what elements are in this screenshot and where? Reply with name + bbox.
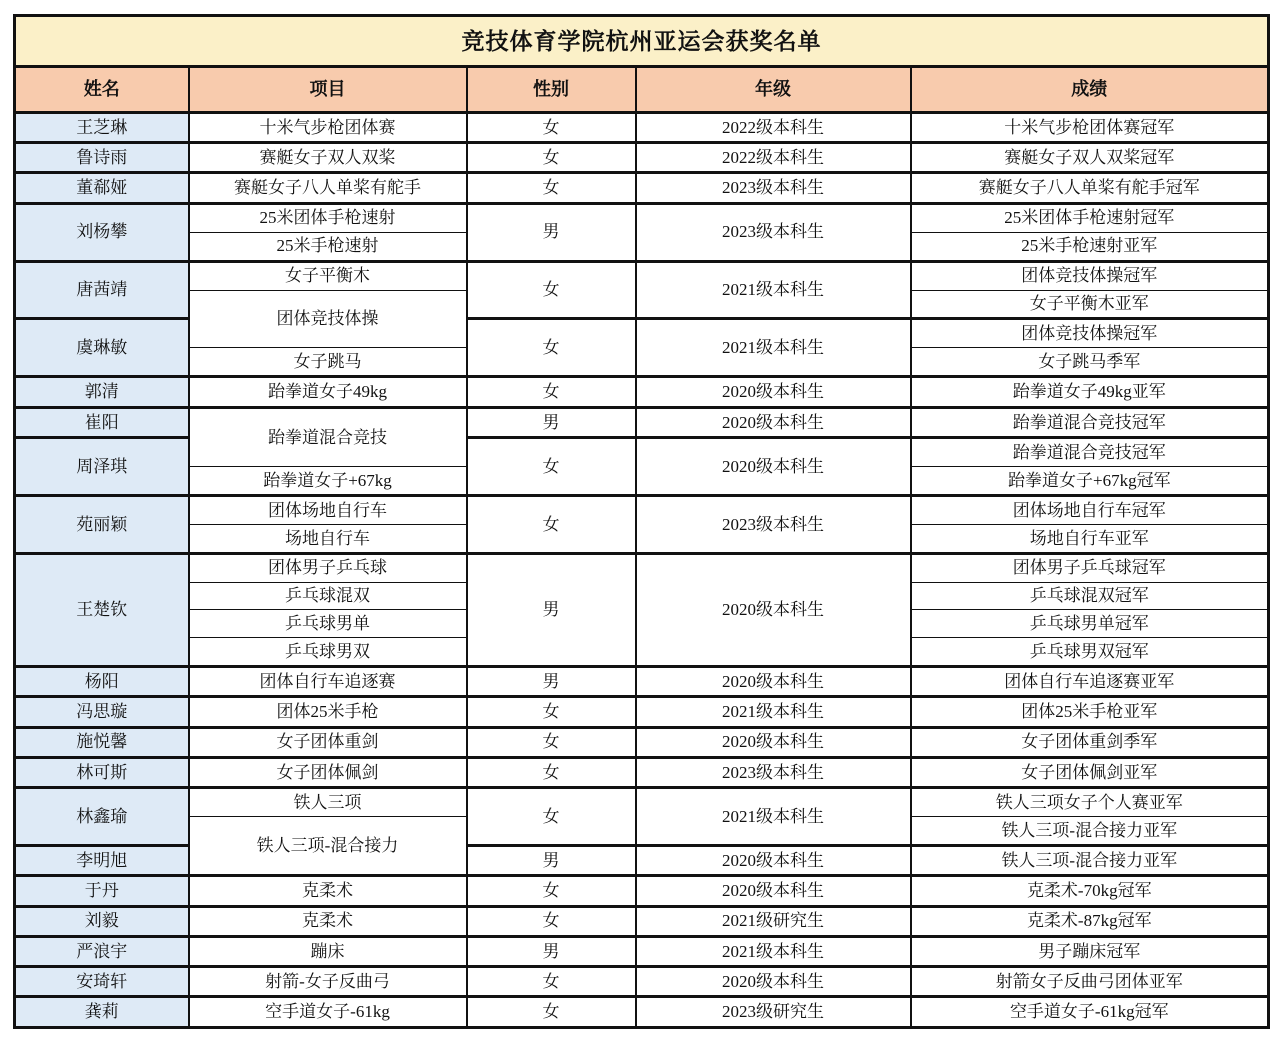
name-cell: 虞琳敏 xyxy=(15,319,189,377)
gender-cell: 女 xyxy=(467,997,636,1028)
event-cell: 团体男子乒乓球 xyxy=(189,553,467,582)
event-cell: 跆拳道女子49kg xyxy=(189,377,467,407)
name-cell: 周泽琪 xyxy=(15,437,189,495)
name-cell: 施悦馨 xyxy=(15,727,189,757)
gender-cell: 男 xyxy=(467,553,636,666)
event-cell: 克柔术 xyxy=(189,906,467,936)
event-cell: 铁人三项 xyxy=(189,788,467,817)
grade-cell: 2021级研究生 xyxy=(636,906,911,936)
grade-cell: 2020级本科生 xyxy=(636,377,911,407)
name-cell: 苑丽颖 xyxy=(15,495,189,553)
table-row xyxy=(15,112,1269,142)
result-cell: 跆拳道混合竞技冠军 xyxy=(911,437,1269,466)
column-header-name: 姓名 xyxy=(15,67,189,113)
event-cell: 团体25米手枪 xyxy=(189,697,467,727)
grade-cell: 2023级研究生 xyxy=(636,997,911,1028)
table-row xyxy=(15,757,1269,787)
table-body xyxy=(15,112,1269,1027)
result-cell: 铁人三项-混合接力亚军 xyxy=(911,817,1269,846)
result-cell: 女子团体佩剑亚军 xyxy=(911,757,1269,787)
result-cell: 空手道女子-61kg冠军 xyxy=(911,997,1269,1028)
event-cell: 25米手枪速射 xyxy=(189,232,467,261)
result-cell: 乒乓球男双冠军 xyxy=(911,637,1269,666)
table-row xyxy=(15,173,1269,203)
grade-cell: 2023级本科生 xyxy=(636,203,911,261)
name-cell: 严浪宇 xyxy=(15,936,189,966)
table-row xyxy=(15,666,1269,696)
table-row xyxy=(15,203,1269,232)
gender-cell: 女 xyxy=(467,173,636,203)
result-cell: 男子蹦床冠军 xyxy=(911,936,1269,966)
gender-cell: 男 xyxy=(467,936,636,966)
result-cell: 团体竞技体操冠军 xyxy=(911,319,1269,348)
gender-cell: 女 xyxy=(467,788,636,846)
result-cell: 25米团体手枪速射冠军 xyxy=(911,203,1269,232)
name-cell: 林可斯 xyxy=(15,757,189,787)
result-cell: 乒乓球混双冠军 xyxy=(911,582,1269,610)
name-cell: 安琦轩 xyxy=(15,967,189,997)
gender-cell: 女 xyxy=(467,261,636,319)
table-row xyxy=(15,697,1269,727)
gender-cell: 女 xyxy=(467,437,636,495)
table-row xyxy=(15,377,1269,407)
column-header-result: 成绩 xyxy=(911,67,1269,113)
grade-cell: 2022级本科生 xyxy=(636,143,911,173)
result-cell: 女子平衡木亚军 xyxy=(911,290,1269,319)
grade-cell: 2020级本科生 xyxy=(636,967,911,997)
grade-cell: 2021级本科生 xyxy=(636,697,911,727)
result-cell: 女子团体重剑季军 xyxy=(911,727,1269,757)
name-cell: 龚莉 xyxy=(15,997,189,1028)
gender-cell: 男 xyxy=(467,846,636,876)
grade-cell: 2023级本科生 xyxy=(636,757,911,787)
event-cell: 铁人三项-混合接力 xyxy=(189,817,467,876)
grade-cell: 2020级本科生 xyxy=(636,876,911,906)
result-cell: 赛艇女子八人单桨有舵手冠军 xyxy=(911,173,1269,203)
grade-cell: 2020级本科生 xyxy=(636,727,911,757)
gender-cell: 男 xyxy=(467,203,636,261)
gender-cell: 女 xyxy=(467,967,636,997)
grade-cell: 2020级本科生 xyxy=(636,666,911,696)
name-cell: 鲁诗雨 xyxy=(15,143,189,173)
table-row xyxy=(15,495,1269,524)
header-row xyxy=(15,67,1269,113)
table-row xyxy=(15,788,1269,817)
result-cell: 克柔术-87kg冠军 xyxy=(911,906,1269,936)
result-cell: 女子跳马季军 xyxy=(911,348,1269,377)
result-cell: 射箭女子反曲弓团体亚军 xyxy=(911,967,1269,997)
event-cell: 乒乓球男双 xyxy=(189,637,467,666)
event-cell: 十米气步枪团体赛 xyxy=(189,112,467,142)
name-cell: 刘杨攀 xyxy=(15,203,189,261)
event-cell: 跆拳道女子+67kg xyxy=(189,466,467,495)
table-row xyxy=(15,727,1269,757)
event-cell: 赛艇女子八人单桨有舵手 xyxy=(189,173,467,203)
event-cell: 克柔术 xyxy=(189,876,467,906)
result-cell: 场地自行车亚军 xyxy=(911,524,1269,553)
table-row xyxy=(15,906,1269,936)
table-row xyxy=(15,936,1269,966)
grade-cell: 2021级本科生 xyxy=(636,788,911,846)
result-cell: 克柔术-70kg冠军 xyxy=(911,876,1269,906)
result-cell: 铁人三项女子个人赛亚军 xyxy=(911,788,1269,817)
name-cell: 冯思璇 xyxy=(15,697,189,727)
grade-cell: 2020级本科生 xyxy=(636,407,911,437)
event-cell: 女子跳马 xyxy=(189,348,467,377)
table-row xyxy=(15,967,1269,997)
result-cell: 十米气步枪团体赛冠军 xyxy=(911,112,1269,142)
gender-cell: 女 xyxy=(467,143,636,173)
name-cell: 董郗娅 xyxy=(15,173,189,203)
name-cell: 唐茜靖 xyxy=(15,261,189,319)
grade-cell: 2021级本科生 xyxy=(636,936,911,966)
gender-cell: 女 xyxy=(467,876,636,906)
result-cell: 乒乓球男单冠军 xyxy=(911,610,1269,638)
name-cell: 刘毅 xyxy=(15,906,189,936)
grade-cell: 2023级本科生 xyxy=(636,173,911,203)
gender-cell: 女 xyxy=(467,377,636,407)
event-cell: 女子平衡木 xyxy=(189,261,467,290)
gender-cell: 女 xyxy=(467,906,636,936)
grade-cell: 2020级本科生 xyxy=(636,437,911,495)
table-row xyxy=(15,876,1269,906)
name-cell: 林鑫瑜 xyxy=(15,788,189,846)
table-row xyxy=(15,553,1269,582)
table-row xyxy=(15,261,1269,290)
result-cell: 团体自行车追逐赛亚军 xyxy=(911,666,1269,696)
event-cell: 团体场地自行车 xyxy=(189,495,467,524)
gender-cell: 女 xyxy=(467,697,636,727)
gender-cell: 女 xyxy=(467,495,636,553)
event-cell: 场地自行车 xyxy=(189,524,467,553)
grade-cell: 2021级本科生 xyxy=(636,261,911,319)
event-cell: 跆拳道混合竞技 xyxy=(189,407,467,466)
event-cell: 25米团体手枪速射 xyxy=(189,203,467,232)
table-row xyxy=(15,143,1269,173)
table-title: 竞技体育学院杭州亚运会获奖名单 xyxy=(15,16,1269,67)
gender-cell: 男 xyxy=(467,407,636,437)
result-cell: 赛艇女子双人双桨冠军 xyxy=(911,143,1269,173)
name-cell: 郭清 xyxy=(15,377,189,407)
result-cell: 团体场地自行车冠军 xyxy=(911,495,1269,524)
result-cell: 25米手枪速射亚军 xyxy=(911,232,1269,261)
event-cell: 乒乓球男单 xyxy=(189,610,467,638)
event-cell: 团体自行车追逐赛 xyxy=(189,666,467,696)
name-cell: 于丹 xyxy=(15,876,189,906)
title-row xyxy=(15,16,1269,67)
result-cell: 团体竞技体操冠军 xyxy=(911,261,1269,290)
awards-table xyxy=(13,14,1270,1029)
event-cell: 乒乓球混双 xyxy=(189,582,467,610)
gender-cell: 女 xyxy=(467,727,636,757)
grade-cell: 2020级本科生 xyxy=(636,553,911,666)
table-row xyxy=(15,407,1269,437)
event-cell: 女子团体佩剑 xyxy=(189,757,467,787)
event-cell: 射箭-女子反曲弓 xyxy=(189,967,467,997)
column-header-gender: 性别 xyxy=(467,67,636,113)
result-cell: 跆拳道混合竞技冠军 xyxy=(911,407,1269,437)
event-cell: 蹦床 xyxy=(189,936,467,966)
grade-cell: 2020级本科生 xyxy=(636,846,911,876)
result-cell: 跆拳道女子+67kg冠军 xyxy=(911,466,1269,495)
gender-cell: 女 xyxy=(467,757,636,787)
result-cell: 团体25米手枪亚军 xyxy=(911,697,1269,727)
result-cell: 铁人三项-混合接力亚军 xyxy=(911,846,1269,876)
event-cell: 空手道女子-61kg xyxy=(189,997,467,1028)
event-cell: 女子团体重剑 xyxy=(189,727,467,757)
grade-cell: 2022级本科生 xyxy=(636,112,911,142)
column-header-event: 项目 xyxy=(189,67,467,113)
grade-cell: 2023级本科生 xyxy=(636,495,911,553)
table-row xyxy=(15,997,1269,1028)
grade-cell: 2021级本科生 xyxy=(636,319,911,377)
name-cell: 王楚钦 xyxy=(15,553,189,666)
result-cell: 跆拳道女子49kg亚军 xyxy=(911,377,1269,407)
result-cell: 团体男子乒乓球冠军 xyxy=(911,553,1269,582)
event-cell: 赛艇女子双人双桨 xyxy=(189,143,467,173)
event-cell: 团体竞技体操 xyxy=(189,290,467,348)
gender-cell: 女 xyxy=(467,112,636,142)
name-cell: 崔阳 xyxy=(15,407,189,437)
name-cell: 杨阳 xyxy=(15,666,189,696)
name-cell: 李明旭 xyxy=(15,846,189,876)
name-cell: 王芝琳 xyxy=(15,112,189,142)
gender-cell: 男 xyxy=(467,666,636,696)
gender-cell: 女 xyxy=(467,319,636,377)
column-header-grade: 年级 xyxy=(636,67,911,113)
